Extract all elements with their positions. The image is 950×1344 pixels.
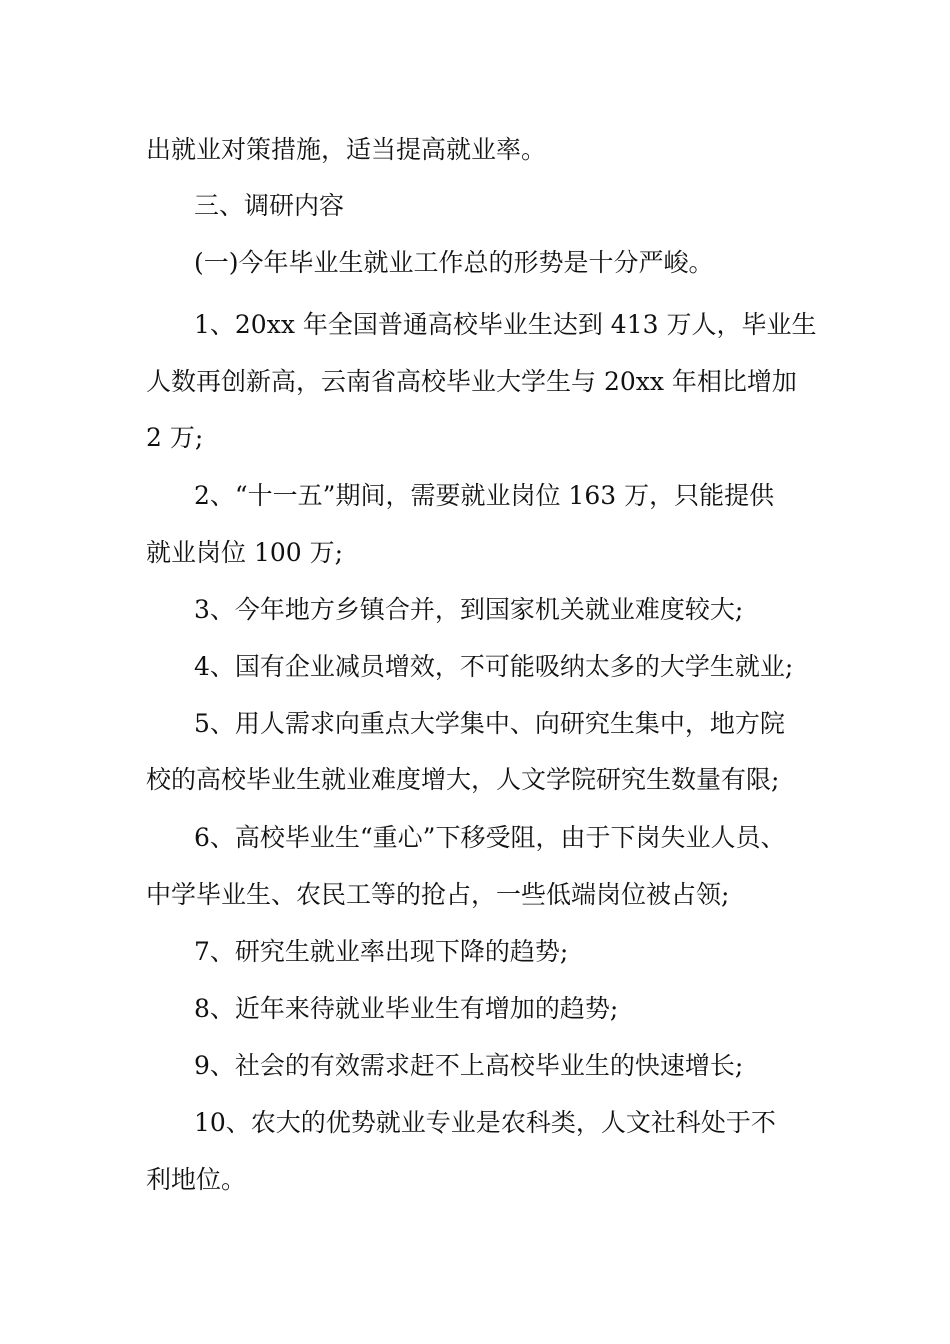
subsection-heading: (一)今年毕业生就业工作总的形势是十分严峻。 (194, 248, 714, 277)
list-item-4: 4、国有企业减员增效，不可能吸纳太多的大学生就业; (194, 652, 794, 681)
list-item-1-line-1: 1、20xx 年全国普通高校毕业生达到 413 万人，毕业生 (194, 310, 817, 339)
list-item-5-line-1: 5、用人需求向重点大学集中、向研究生集中，地方院 (194, 709, 785, 738)
section-heading: 三、调研内容 (194, 191, 345, 220)
list-item-8: 8、近年来待就业毕业生有增加的趋势; (194, 994, 619, 1023)
list-item-10-line-1: 10、农大的优势就业专业是农科类，人文社科处于不 (194, 1108, 776, 1137)
list-item-10-line-2: 利地位。 (146, 1165, 247, 1194)
list-item-7: 7、研究生就业率出现下降的趋势; (194, 937, 569, 966)
list-item-9: 9、社会的有效需求赶不上高校毕业生的快速增长; (194, 1051, 744, 1080)
list-item-2-line-1: 2、“十一五”期间，需要就业岗位 163 万，只能提供 (194, 481, 775, 510)
list-item-2-line-2: 就业岗位 100 万; (146, 538, 344, 567)
list-item-6-line-2: 中学毕业生、农民工等的抢占，一些低端岗位被占领; (146, 880, 730, 909)
text-line-1: 出就业对策措施，适当提高就业率。 (146, 135, 547, 164)
list-item-5-line-2: 校的高校毕业生就业难度增大，人文学院研究生数量有限; (146, 765, 780, 794)
list-item-6-line-1: 6、高校毕业生“重心”下移受阻，由于下岗失业人员、 (194, 823, 786, 852)
list-item-1-line-3: 2 万; (146, 423, 204, 452)
list-item-3: 3、今年地方乡镇合并，到国家机关就业难度较大; (194, 595, 744, 624)
list-item-1-line-2: 人数再创新高，云南省高校毕业大学生与 20xx 年相比增加 (146, 367, 797, 396)
